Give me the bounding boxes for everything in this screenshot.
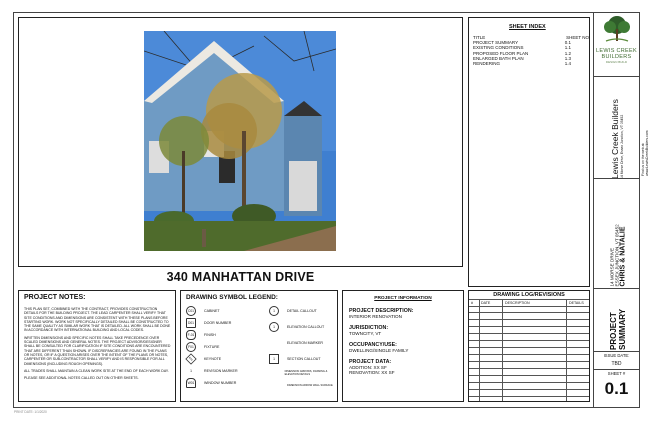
jurisdiction-label: JURISDICTION: (349, 325, 389, 331)
log-col-description: DESCRIPTION (505, 301, 530, 305)
company-info (596, 81, 649, 179)
finish-symbol-icon: F-01 (186, 330, 196, 340)
log-col-details: DETAILS (569, 301, 584, 305)
drawing-log-heading: DRAWING LOG/REVISIONS (493, 292, 565, 298)
sheet-index-row-title: PROJECT SUMMARY (473, 40, 519, 46)
tree-logo-icon (602, 15, 632, 43)
cabinet-symbol-icon: C01 (186, 306, 196, 316)
company-name: Lewis Creek Builders (610, 99, 620, 179)
sheet-index-table (473, 35, 589, 66)
legend-label: WINDOW NUMBER (204, 381, 237, 385)
project-info-panel (342, 290, 464, 402)
client-address-1: 14 MORSE DRIVE (609, 247, 615, 287)
addition-value: ADDITION: XX SF (349, 365, 387, 370)
sheet-index-row-title: EXISTING CONDITIONS (473, 45, 524, 51)
legend-label: ELEVATION MARKER (287, 341, 324, 345)
drawing-log-panel (468, 290, 590, 402)
legend-panel (180, 290, 338, 402)
sheet-index-row[interactable] (473, 61, 589, 66)
detail-callout-icon: 1 (269, 306, 279, 316)
jurisdiction-value: TOWNCITY, VT (349, 331, 382, 336)
project-description-label: PROJECT DESCRIPTION: (349, 308, 414, 314)
company-logo (594, 15, 639, 73)
legend-label: REVISION MARKER (204, 369, 238, 373)
client-names: CHRIS & NATALIE (619, 226, 627, 287)
keynote-symbol-icon: K01 (185, 353, 196, 364)
note-paragraph: WRITTEN DIMENSIONS AND SPECIFIC NOTES SHALL TAKE PRECEDENCE OVER SCALED DIMENSIONS AND GENERAL NOTES. THE PROJECT ADVISOR/DESIGNER SHALL BE CONSULTED FOR CLARIFICATION IF SITE CONDITIONS ARE ENCOUNTERED THAT ARE DIFFERENT THAN SHOWN. IF DISCREPANCIES ARE FOUND IN THE PLANS OR NOTES, OR IF A QUESTION ARISES OVER THE INTENT OF THE PLANS OR NOTES, CARPENTER OR SUB-CONTRACTOR SHALL VERIFY AND IS RESPONSIBLE FOR ALL DIMENSIONS (INCLUDING ROUGH OPENINGS). (24, 335, 171, 366)
photo-panel (18, 17, 463, 267)
legend-label: DOOR NUMBER (204, 321, 232, 325)
log-col-num: # (471, 301, 473, 305)
window-number-symbol-icon: W01 (186, 378, 196, 388)
sheet-index-row-no: 1.3 (564, 55, 571, 61)
legend-label: DIMENSION ARROWS, FRAMING & ELEVATION DETAILS (284, 370, 328, 376)
section-callout-icon: 1 (269, 354, 279, 364)
sheet-index-row-title: PROPOSED FLOOR PLAN (473, 50, 529, 56)
project-info-heading: PROJECT INFORMATION (374, 296, 432, 301)
drawing-log-rows (469, 305, 589, 401)
project-notes-text (24, 307, 172, 383)
dimension-arrows-icon (269, 368, 277, 378)
sheet-index-row-no: 1.4 (564, 61, 571, 67)
log-col-date: DATE (481, 301, 491, 305)
sheet-index-panel (468, 17, 590, 287)
project-info-body (349, 308, 461, 375)
issue-date-value: TBD (611, 361, 622, 367)
note-paragraph: ALL TRADES SHALL MAINTAIN A CLEAN WORK SITE AT THE END OF EACH WORK DAY. (24, 368, 169, 373)
legend-label: DIMENSION ARROW WALL SURFACE (287, 383, 333, 387)
sheet-index-title-col: TITLE (473, 35, 486, 40)
sheet-title (596, 291, 639, 350)
renovation-value: RENOVATION: XX SF (349, 370, 395, 375)
door-number-symbol-icon: D01 (186, 318, 196, 328)
issue-date-label: ISSUE DATE: (603, 353, 630, 358)
sheet-title-line2: SUMMARY (618, 308, 627, 350)
legend-label: FINISH (204, 333, 216, 337)
project-notes-panel (18, 290, 176, 402)
logo-text-2: BUILDERS (601, 54, 632, 60)
sheet-index-row-title: ENLARGED BATH PLAN (473, 55, 524, 61)
revision-marker-icon: 1 (190, 369, 192, 373)
client-info (596, 181, 639, 287)
house-photo (144, 31, 336, 251)
project-description-value: INTERIOR RENOVATION (349, 314, 402, 319)
company-website[interactable]: www.LewisCreekBuilders.com (645, 130, 649, 176)
fixture-symbol-icon: F01 (186, 342, 196, 352)
logo-text-3: DESIGN BUILD (605, 60, 628, 64)
title-block (593, 12, 649, 408)
legend-heading: DRAWING SYMBOL LEGEND: (186, 294, 278, 301)
sheet-index-row-no: 1.1 (564, 45, 571, 51)
client-address-2: ESSEX JUNCTION, VT 05452 (614, 224, 620, 287)
sheet-title-line1: PROJECT (609, 312, 618, 350)
sheet-index-no-col: SHEET NO (566, 35, 589, 40)
project-address-title: 340 MANHATTAN DRIVE (166, 270, 315, 284)
sheet-index-row-no: 1.2 (564, 50, 571, 56)
company-address: 14 Morse Drive, Essex Junction, VT 05452 (620, 114, 624, 179)
dimension-arrow-wall-icon (269, 380, 279, 390)
elevation-callout-icon: 1 (269, 322, 279, 332)
sheet-number-label: SHEET # (607, 371, 626, 376)
legend-label: SECTION CALLOUT (287, 357, 321, 361)
occupancy-label: OCCUPANCY/USE: (349, 342, 397, 348)
elevation-marker-icon (269, 338, 279, 348)
legend-label: ELEVATION CALLOUT (287, 325, 325, 329)
occupancy-value: DWELLING/SINGLE FAMILY (349, 348, 409, 353)
legend-label: FIXTURE (204, 345, 220, 349)
sheet-index-row-no: 0.1 (564, 40, 571, 46)
note-paragraph: THIS PLAN SET, COMBINED WITH THE CONTRACT, PROVIDES CONSTRUCTION DETAILS FOR THE BUILDING PROJECT. THE LEAD CARPENTER SHALL VERIFY THAT SITE CONDITIONS AND DIMENSIONS ARE CONSISTENT WITH THESE PLANS BEFORE STARTING WORK. WORK NOT SPECIFICALLY DETAILED SHALL BE CONSTRUCTED TO THE SAME QUALITY AS SIMILAR WORK THAT IS DETAILED. ALL WORK SHALL BE DONE IN ACCORDANCE WITH INTERNATIONAL BUILDING AND LOCAL CODES. (24, 307, 171, 333)
sheet-number-value: 0.1 (604, 379, 629, 398)
sheet-index-row-title: RENDERING (473, 61, 501, 67)
project-data-label: PROJECT DATA: (349, 359, 392, 365)
print-date: PRINT DATE: 1/1/2020 (14, 410, 47, 414)
find-us-text: Find us on the web at: (641, 142, 645, 176)
note-paragraph: PLEASE SEE ADDITIONAL NOTES CALLED OUT ON OTHER SHEETS. (24, 376, 139, 381)
legend-label: DETAIL CALLOUT (287, 309, 317, 313)
project-notes-heading: PROJECT NOTES: (24, 294, 86, 301)
sheet-index-heading: SHEET INDEX (509, 24, 546, 30)
legend-label: KEYNOTE (204, 357, 222, 361)
legend-label: CABINET (204, 309, 220, 313)
logo-text-1: LEWIS CREEK (596, 48, 637, 54)
